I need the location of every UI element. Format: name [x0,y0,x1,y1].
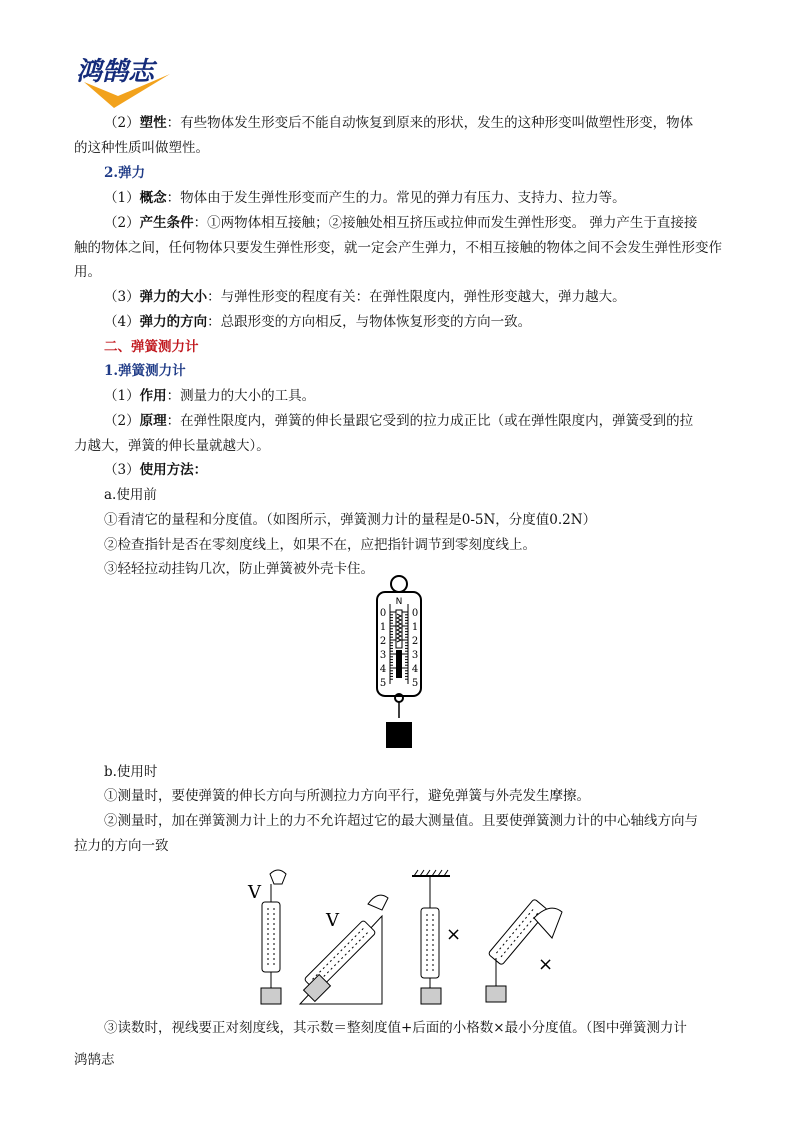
text-line: （3）弹力的大小：与弹性形变的程度有关：在弹性限度内，弹性形变越大，弹力越大。 [104,289,626,305]
section-title: 二、弹簧测力计 [104,339,199,355]
scale-label: 5 [379,678,387,689]
text-line: （1）概念：物体由于发生弹性形变而产生的力。常见的弹力有压力、支持力、拉力等。 [104,190,626,206]
correct-mark: V [326,910,339,931]
text-line: （3）使用方法： [104,462,208,478]
scale-label: 2 [379,636,387,647]
scale-label: 0 [379,608,387,619]
text-line: 触的物体之间，任何物体只要发生弹性形变，就一定会产生弹力，不相互接触的物体之间不会发生弹性形变作 [74,240,722,256]
text-line: a.使用前 [104,487,157,503]
text-line: 拉力的方向一致 [74,838,169,854]
footer-text: 鸿鹄志 [74,1052,115,1068]
logo-text: 鸿鹄志 [76,57,155,87]
text-line: ②测量时，加在弹簧测力计上的力不允许超过它的最大测量值。且要使弹簧测力计的中心轴线方向与 [104,813,698,829]
text-line: 的这种性质叫做塑性。 [74,140,209,156]
text-line: b.使用时 [104,764,158,780]
text-line: ①测量时，要使弹簧的伸长方向与所测拉力方向平行，避免弹簧与外壳发生摩擦。 [104,788,590,804]
usage-figure [240,864,580,1012]
text-line: ③读数时，视线要正对刻度线，其示数＝整刻度值+后面的小格数×最小分度值。（图中弹簧测力计 [104,1020,687,1036]
text-line: （4）弹力的方向：总跟形变的方向相反，与物体恢复形变的方向一致。 [104,314,532,330]
wrong-mark: × [538,954,554,975]
correct-mark: V [248,882,261,903]
brand-logo-icon [74,52,186,110]
scale-label: 4 [379,664,387,675]
text-line: ②检查指针是否在零刻度线上，如果不在，应把指针调节到零刻度线上。 [104,537,536,553]
text-line: （2）原理：在弹性限度内，弹簧的伸长量跟它受到的拉力成正比（或在弹性限度内，弹簧受到的拉 [104,413,694,429]
heading-spring-scale: 1.弹簧测力计 [104,363,186,379]
scale-label: 1 [411,622,419,633]
wrong-mark: × [446,924,462,945]
text-line: 力越大，弹簧的伸长量就越大）。 [74,438,270,454]
scale-label: 5 [411,678,419,689]
scale-label: 3 [411,650,419,661]
heading-elastic-force: 2.弹力 [104,165,146,181]
text-line: ③轻轻拉动挂钩几次，防止弹簧被外壳卡住。 [104,561,374,577]
spring-scale-figure [370,574,430,754]
text-line: （2）塑性：有些物体发生形变后不能自动恢复到原来的形状，发生的这种形变叫做塑性形变，物体 [104,115,694,131]
unit-label: N [395,597,403,607]
scale-label: 0 [411,608,419,619]
text-line: （1）作用：测量力的大小的工具。 [104,388,316,404]
scale-label: 4 [411,664,419,675]
text-line: 用。 [74,264,101,280]
text-line: （2）产生条件：①两物体相互接触；②接触处相互挤压或拉伸而发生弹性形变。 弹力产生于直接接 [104,215,698,231]
scale-label: 2 [411,636,419,647]
scale-label: 1 [379,622,387,633]
text-line: ①看清它的量程和分度值。（如图所示，弹簧测力计的量程是0-5N，分度值0.2N） [104,512,597,528]
scale-label: 3 [379,650,387,661]
